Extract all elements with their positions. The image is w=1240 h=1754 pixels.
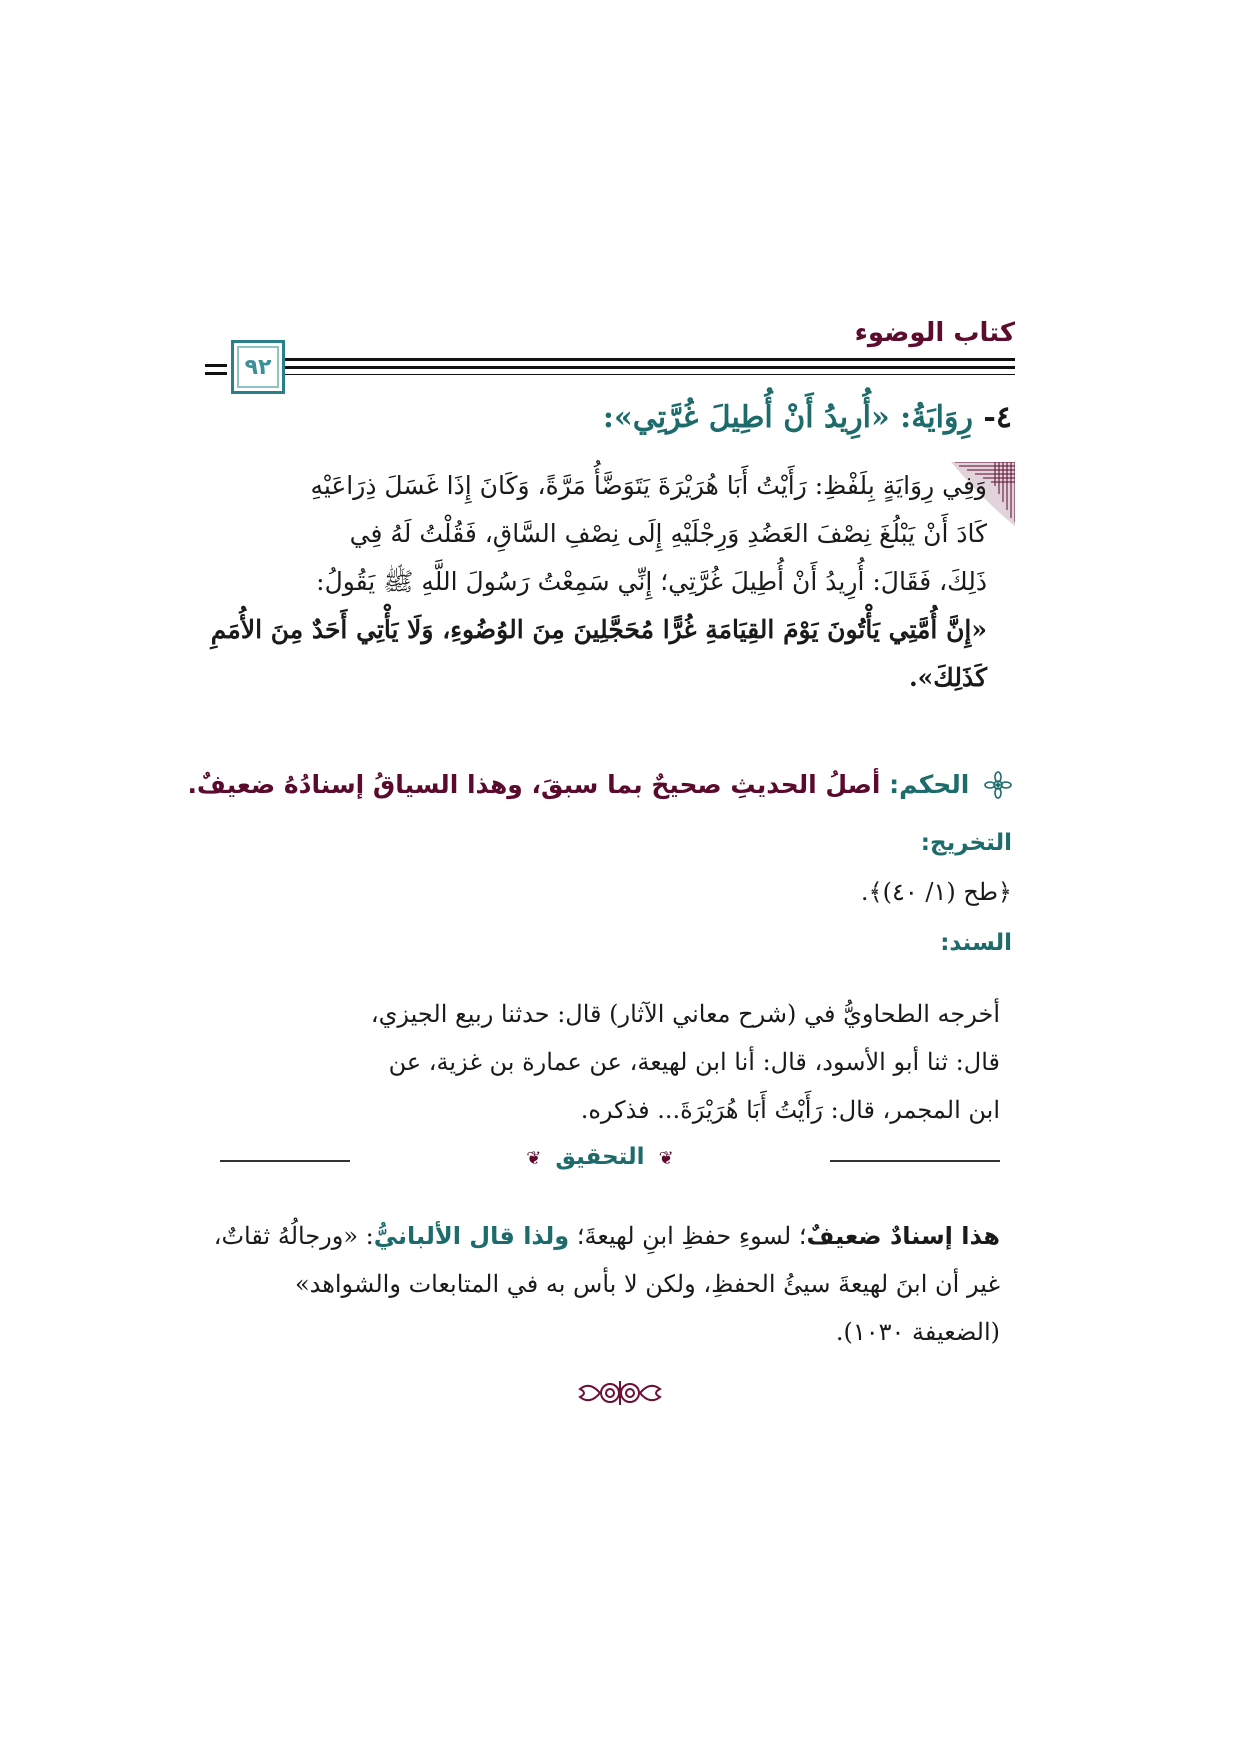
sanad-heading: السند: bbox=[940, 930, 1012, 956]
sanad-paragraph bbox=[200, 990, 1000, 1134]
header-rule bbox=[255, 358, 1015, 361]
ruling-label: الحكم: bbox=[889, 770, 970, 799]
divider-title bbox=[200, 1144, 1000, 1170]
hadith-line: وَفِي رِوَايَةٍ بِلَفْظِ: رَأَيْتُ أَبَا هُرَيْرَةَ يَتَوَضَّأُ مَرَّةً، وَكَانَ إِذَا غَسَلَ ذِرَاعَيْهِ bbox=[310, 471, 987, 500]
hadith-line: كَادَ أَنْ يَبْلُغَ نِصْفَ العَضُدِ وَرِجْلَيْهِ إِلَى نِصْفِ السَّاقِ، فَقُلْتُ لَهُ فِي bbox=[349, 519, 987, 548]
hadith-block bbox=[200, 462, 1015, 752]
page-number-badge bbox=[231, 340, 285, 394]
header-rule bbox=[205, 364, 227, 367]
sanad-line: قال: ثنا أبو الأسود، قال: أنا ابن لهيعة، عن عمارة بن غزية، عن bbox=[388, 1048, 1000, 1076]
sanad-line: ابن المجمر، قال: رَأَيْتُ أَبَا هُرَيْرَةَ... فذكره. bbox=[580, 1096, 1000, 1124]
hadith-line: ذَلِكَ، فَقَالَ: أُرِيدُ أَنْ أُطِيلَ غُرَّتِي؛ إِنِّي سَمِعْتُ رَسُولَ اللَّهِ ﷺ يَقُولُ: bbox=[316, 567, 987, 596]
ruling-text: أصلُ الحديثِ صحيحٌ بما سبقَ، وهذا السياقُ إسنادُهُ ضعيفٌ. bbox=[187, 770, 881, 799]
end-ornament-icon bbox=[570, 1375, 670, 1411]
header-rule bbox=[255, 366, 1015, 369]
prophet-quote-end: كَذَلِكَ». bbox=[908, 663, 987, 692]
divider-ornament-icon: ❦ bbox=[658, 1148, 674, 1169]
book-title: كتاب الوضوء bbox=[854, 318, 1015, 348]
header-rule bbox=[205, 372, 227, 375]
page-number: ٩٢ bbox=[244, 354, 272, 380]
verification-line bbox=[200, 1212, 1000, 1260]
verification-paragraph bbox=[200, 1212, 1000, 1356]
takhrij-reference: ﴿طح (١/ ٤٠)﴾. bbox=[860, 878, 1012, 906]
section-number: ٤- bbox=[983, 400, 1012, 435]
albani-phrase: ولذا قال الألبانيُّ bbox=[373, 1222, 570, 1250]
flower-icon bbox=[984, 771, 1012, 799]
takhrij-heading: التخريج: bbox=[920, 830, 1012, 856]
sanad-line: أخرجه الطحاويُّ في (شرح معاني الآثار) قال: حدثنا ربيع الجيزي، bbox=[370, 1000, 1000, 1028]
verification-divider bbox=[200, 1140, 1000, 1180]
ruling bbox=[187, 770, 1012, 799]
header-rule bbox=[255, 374, 1015, 375]
section-title: رِوَايَةُ: «أُرِيدُ أَنْ أُطِيلَ غُرَّتِي»: bbox=[602, 400, 973, 435]
divider-ornament-icon: ❦ bbox=[526, 1148, 542, 1169]
page-header bbox=[205, 318, 1015, 398]
albani-quote-start: : «ورجالُهُ ثقاتٌ، bbox=[213, 1222, 374, 1250]
prophet-quote: «إِنَّ أُمَّتِي يَأْتُونَ يَوْمَ القِيَامَةِ غُرًّا مُحَجَّلِينَ مِنَ الوُضُوءِ، وَلَا يَأْتِي أَحَدٌ مِنَ الأُمَمِ bbox=[210, 615, 987, 644]
verification-lead: هذا إسنادٌ ضعيفٌ bbox=[806, 1222, 1000, 1250]
verification-line: غير أن ابنَ لهيعةَ سيئُ الحفظِ، ولكن لا بأس به في المتابعات والشواهد» bbox=[294, 1270, 1000, 1298]
section-heading bbox=[603, 400, 1012, 435]
verification-reason: ؛ لسوءِ حفظِ ابنِ لهيعةَ؛ bbox=[569, 1222, 807, 1250]
verification-heading: التحقيق bbox=[555, 1144, 645, 1170]
verification-line: (الضعيفة ١٠٣٠). bbox=[835, 1318, 1000, 1346]
